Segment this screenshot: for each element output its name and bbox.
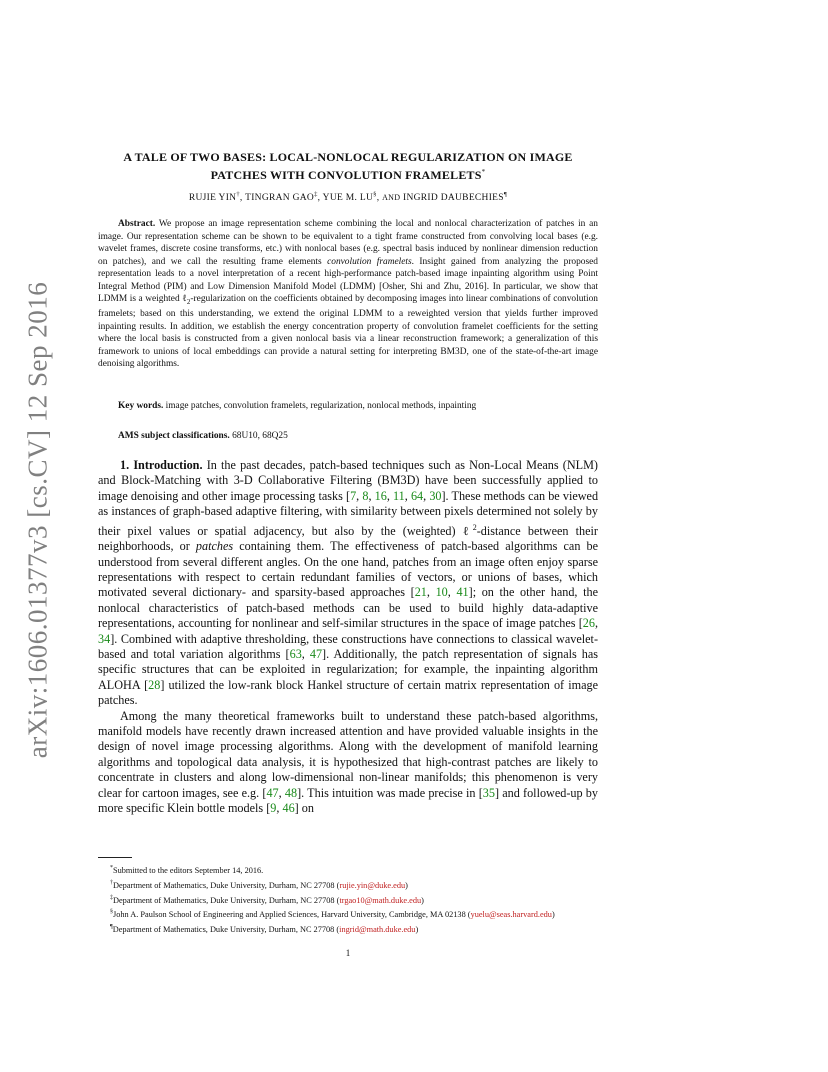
- abstract-text-2: . Insight gained from analyzing the proposed representation leads to a novel interpretation of a recent high-performance patch-based image inpainting algorithm using Point Integral Method (PIM) and Low Dimension Manifold Model (LDMM) [Osher, Shi and Zhu, 2016]. In particular, we show that LDMM is a weighted ℓ: [98, 256, 598, 304]
- email-link[interactable]: trgao10@math.duke.edu: [339, 895, 422, 905]
- footnote-4: §John A. Paulson School of Engineering and Applied Sciences, Harvard University, Cambridge, MA 02138 (yuelu@seas.harvard.edu): [110, 909, 555, 920]
- footnote-5: ¶Department of Mathematics, Duke University, Durham, NC 27708 (ingrid@math.duke.edu): [110, 924, 419, 934]
- section-heading: 1. Introduction.: [120, 458, 203, 472]
- citation-link[interactable]: 8: [362, 488, 369, 503]
- author-conjunction: AND: [382, 193, 401, 203]
- abstract-emphasis: convolution framelets: [327, 256, 412, 267]
- citation-link[interactable]: 21: [414, 585, 427, 600]
- intro-paragraph-1: 1. Introduction. In the past decades, patch-based techniques such as Non-Local Means (NLM) and Block-Matching with 3-D Collaborative Filtering (BM3D) have been successfully applied to image denoising and other image processing tasks [7, 8, 16, 11, 64, 30]. These methods can be viewed as instances of graph-based adaptive filtering, with similarity between pixels determined not solely by their pixel values or spatial adjacency, but also by the (weighted) ℓ$^2$-distance between their neighborhoods, or patches containing them. The effectiveness of patch-based algorithms can be understood from several different angles. On the one hand, patches from an image often enjoy sparse representations with respect to certain redundant families of vectors, or unions of bases, which motivated several dictionary- and sparsity-based approaches [21, 10, 41]; on the other hand, the nonlocal characteristics of patch-based methods can be used to build highly data-adaptive representations, accounting for nonlinear and self-similar structures in the space of image patches [26, 34]. Combined with adaptive thresholding, these constructions have connections to classical wavelet-based and total variation algorithms [63, 47]. Additionally, the patch representation of signals has specific structures that can be exploited in regularization; for example, the inpainting algorithm ALOHA [28] utilized the low-rank block Hankel structure of certain matrix representation of image patches.: [98, 458, 599, 708]
- author-1: RUJIE YIN: [188, 193, 237, 204]
- email-link[interactable]: ingrid@math.duke.edu: [339, 924, 416, 934]
- author-3-mark: §: [373, 191, 377, 198]
- footnote-1: *Submitted to the editors September 14, 2016.: [110, 865, 264, 875]
- keywords-text: image patches, convolution framelets, regularization, nonlocal methods, inpainting: [165, 401, 477, 411]
- citation-link[interactable]: 16: [374, 488, 387, 503]
- paper-title: [96, 150, 600, 183]
- abstract-heading: Abstract.: [118, 219, 156, 229]
- ams-label: AMS subject classifications.: [118, 431, 230, 441]
- arxiv-identifier: arXiv:1606.01377v3 [cs.CV] 12 Sep 2016: [22, 281, 53, 759]
- citation-link[interactable]: 47: [266, 785, 279, 800]
- author-4: INGRID DAUBECHIES: [402, 193, 504, 204]
- abstract-subscript: 2: [186, 297, 191, 306]
- citation-link[interactable]: 30: [429, 488, 442, 503]
- author-3: YUE M. LU: [322, 193, 374, 204]
- email-link[interactable]: yuelu@seas.harvard.edu: [470, 910, 552, 920]
- footnotes: [98, 862, 598, 936]
- abstract-text-3: -regularization on the coefficients obtained by decomposing images into linear combinations of convolution framelets; based on this understanding, we extend the original LDMM to a reweighted version that yields further improved inpainting results. In addition, we establish the energy concentration property of convolution framelet coefficients for the setting where the local basis is constructed from a given nonlocal basis via a linear reconstruction framework; a generalization of this framework to unions of local embeddings can provide a natural setting for interpreting BM3D, one of the state-of-the-art image denoising algorithms.: [98, 294, 598, 370]
- title-line-2: PATCHES WITH CONVOLUTION FRAMELETS*: [210, 168, 486, 182]
- ams-classifications: [118, 431, 598, 441]
- author-2-mark: ‡: [314, 191, 318, 198]
- introduction-section: [98, 458, 598, 816]
- footnote-3: ‡Department of Mathematics, Duke University, Durham, NC 27708 (trgao10@math.duke.edu): [110, 894, 424, 905]
- citation-link[interactable]: 11: [393, 488, 405, 503]
- citation-link[interactable]: 10: [435, 585, 448, 600]
- abstract-text-1: We propose an image representation scheme combining the local and nonlocal characterization of patches in an image. Our representation scheme can be shown to be equivalent to a tight frame constructed from convolving local bases (e.g. wavelet frames, discrete cosine transforms, etc.) with nonlocal bases (e.g. spectral basis induced by nonlinear dimension reduction on patches), and we call the resulting frame elements: [98, 219, 598, 267]
- title-line-1: A TALE OF TWO BASES: LOCAL-NONLOCAL REGULARIZATION ON IMAGE: [123, 150, 573, 164]
- citation-link[interactable]: 26: [582, 616, 595, 631]
- citation-link[interactable]: 9: [270, 801, 277, 815]
- citation-link[interactable]: 64: [410, 488, 424, 503]
- footnote-2: †Department of Mathematics, Duke University, Durham, NC 27708 (rujie.yin@duke.edu): [110, 879, 408, 890]
- author-4-mark: ¶: [503, 191, 508, 198]
- keywords: [118, 401, 598, 411]
- abstract: [98, 218, 598, 371]
- author-2: TINGRAN GAO: [245, 193, 315, 204]
- footnote-divider: [98, 857, 132, 858]
- citation-link[interactable]: 41: [456, 585, 469, 600]
- page-number: 1: [345, 948, 351, 958]
- author-list: RUJIE YIN†, TINGRAN GAO‡, YUE M. LU§, AND INGRID DAUBECHIES¶: [188, 191, 508, 204]
- keywords-label: Key words.: [118, 401, 164, 411]
- intro-paragraph-2: Among the many theoretical frameworks built to understand these patch-based algorithms, manifold models have recently drawn increased attention and have provided valuable insights in the design of novel image processing algorithms. Along with the development of manifold learning algorithms and topological data analysis, it is hypothesized that high-contrast patches are likely to concentrate in clusters and along low-dimensional non-linear manifolds; this phenomenon is very clear for cartoon images, see e.g. [47, 48]. This intuition was made precise in [35] and followed-up by more specific Klein bottle models [9, 46] on: [98, 708, 598, 815]
- title-footnote-mark: *: [481, 168, 486, 176]
- citation-link[interactable]: 47: [309, 646, 323, 661]
- email-link[interactable]: rujie.yin@duke.edu: [339, 880, 406, 890]
- emphasis-patches: patches: [195, 539, 234, 554]
- citation-link[interactable]: 34: [98, 631, 111, 646]
- citation-link[interactable]: 35: [482, 785, 495, 800]
- citation-link[interactable]: 48: [284, 785, 298, 800]
- citation-link[interactable]: 63: [289, 646, 302, 661]
- citation-link[interactable]: 7: [350, 488, 357, 503]
- author-1-mark: †: [236, 191, 240, 198]
- ams-text: 68U10, 68Q25: [232, 431, 288, 441]
- citation-link[interactable]: 46: [282, 801, 295, 815]
- arxiv-sidebar: [18, 280, 58, 760]
- citation-link[interactable]: 28: [148, 677, 161, 692]
